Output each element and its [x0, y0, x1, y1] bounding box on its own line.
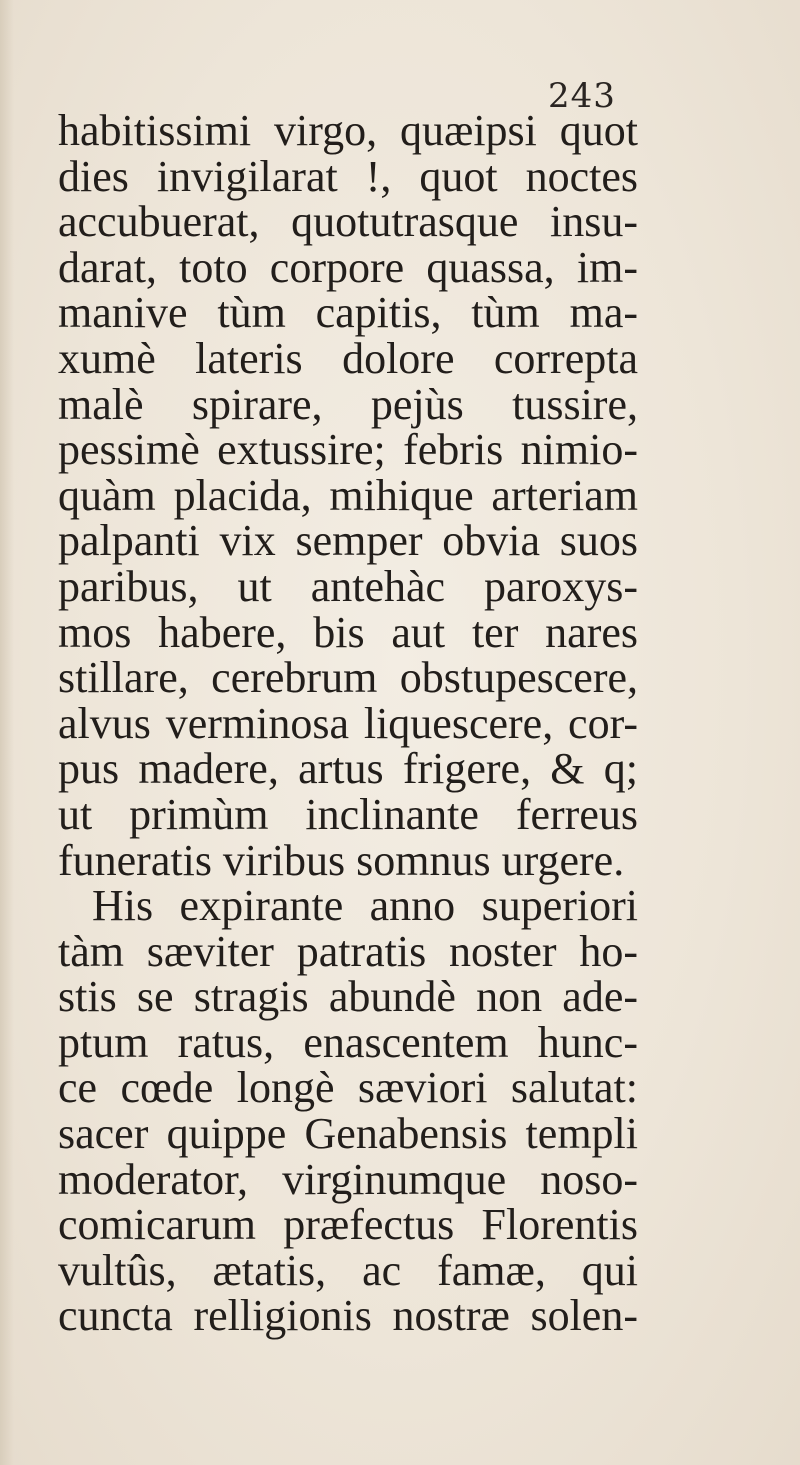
- text-line: mos habere, bis aut ter nares: [58, 607, 638, 657]
- text-line: accubuerat, quotutrasque insu-: [58, 197, 638, 247]
- text-line: palpanti vix semper obvia suos: [58, 516, 638, 566]
- body-text: [58, 108, 638, 1339]
- page-binding-shadow: [0, 0, 14, 1465]
- text-line: malè spirare, pejùs tussire,: [58, 379, 638, 429]
- text-line: xumè lateris dolore correpta: [58, 333, 638, 383]
- text-line: dies invigilarat !, quot noctes: [58, 151, 638, 201]
- text-line: sacer quippe Genabensis templi: [58, 1109, 638, 1159]
- text-line: ut primùm inclinante ferreus: [58, 789, 638, 839]
- text-line: manive tùm capitis, tùm ma-: [58, 288, 638, 338]
- page-number: 243: [548, 76, 616, 116]
- text-line: habitissimi virgo, quæipsi quot: [58, 106, 638, 155]
- text-line: alvus verminosa liquescere, cor-: [58, 698, 638, 748]
- text-line: ce cœde longè sæviori salutat:: [58, 1063, 638, 1113]
- paragraph-start-line: His expirante anno superiori: [92, 881, 638, 931]
- text-line: tàm sæviter patratis noster ho-: [58, 926, 638, 976]
- text-line: pessimè extussire; febris nimio-: [58, 425, 638, 475]
- text-line: moderator, virginumque noso-: [58, 1154, 638, 1204]
- text-line: stis se stragis abundè non ade-: [58, 972, 638, 1022]
- text-line: paribus, ut antehàc paroxys-: [58, 561, 638, 611]
- text-line: darat, toto corpore quassa, im-: [58, 242, 638, 292]
- text-line: vultûs, ætatis, ac famæ, qui: [58, 1245, 638, 1295]
- text-line: pus madere, artus frigere, & q;: [58, 744, 638, 794]
- text-line: cuncta relligionis nostræ solen-: [58, 1291, 638, 1341]
- text-line: ptum ratus, enascentem hunc-: [58, 1017, 638, 1067]
- text-line: stillare, cerebrum obstupescere,: [58, 653, 638, 703]
- text-line: comicarum præfectus Florentis: [58, 1200, 638, 1250]
- text-line: funeratis viribus somnus urgere.: [58, 835, 625, 885]
- text-line: quàm placida, mihique arteriam: [58, 470, 638, 520]
